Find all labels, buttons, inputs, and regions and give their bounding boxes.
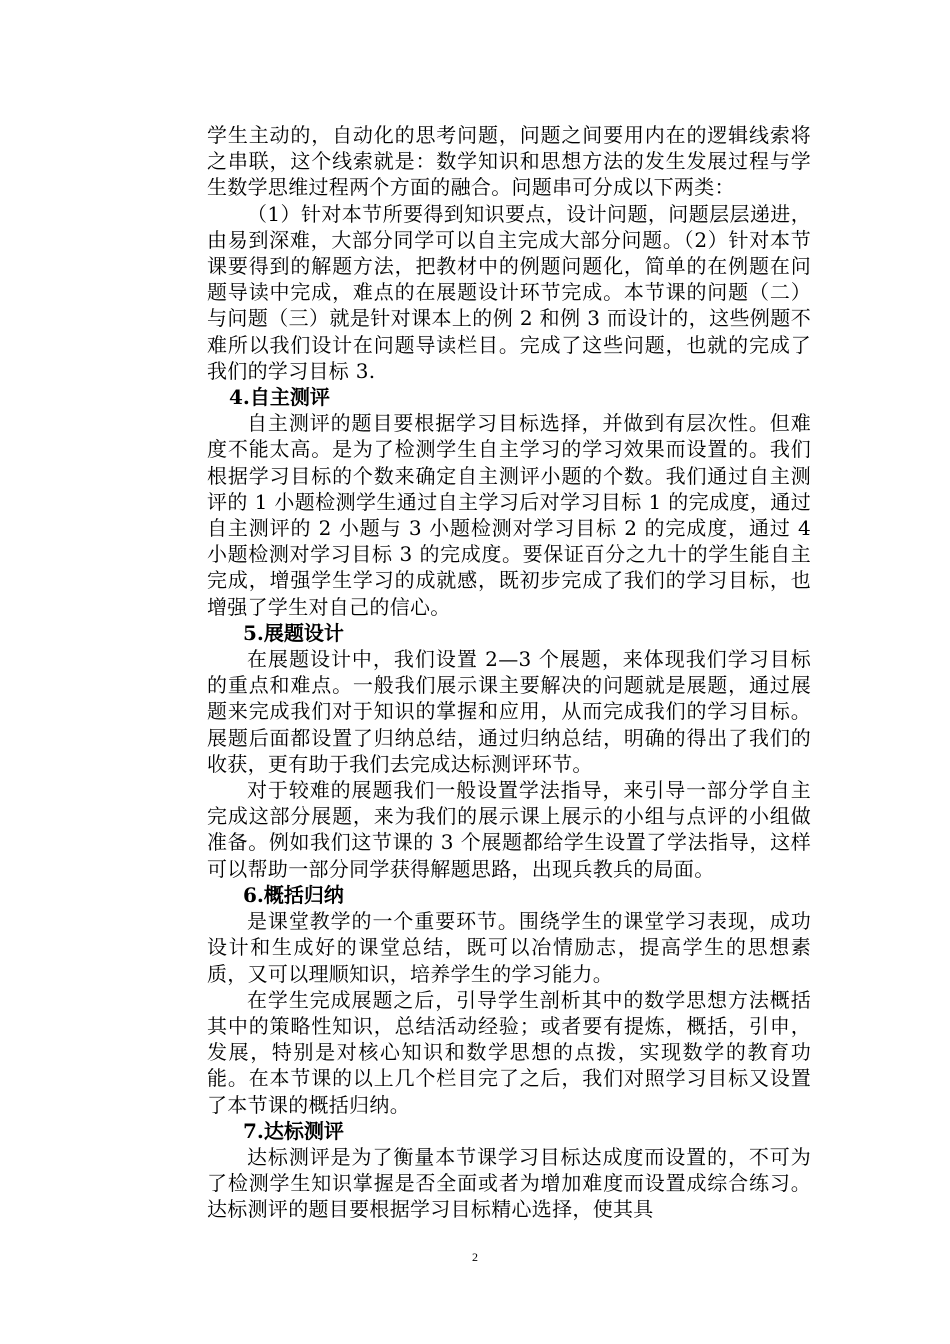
body-text xyxy=(207,122,811,1223)
paragraph-learning-guidance: 对于较难的展题我们一般设置学法指导，来引导一部分学自主完成这部分展题，来为我们的展示课上展示的小组与点评的小组做准备。例如我们这节课的 3 个展题都给学生设置了学法指导，这样可以帮助一部分同学获得解题思路，出现兵教兵的局面。 xyxy=(207,778,811,881)
page-number: 2 xyxy=(472,1250,478,1264)
paragraph-summary-importance: 是课堂教学的一个重要环节。围绕学生的课堂学习表现，成功设计和生成好的课堂总结，既可以冶情励志，提高学生的思想素质，又可以理顺知识，培养学生的学习能力。 xyxy=(207,909,811,986)
paragraph-self-assessment: 自主测评的题目要根据学习目标选择，并做到有层次性。但难度不能太高。是为了检测学生自主学习的学习效果而设置的。我们根据学习目标的个数来确定自主测评小题的个数。我们通过自主测评的 1 小题检测学生通过自主学习后对学习目标 1 的完成度，通过自主测评的 2 小题与 3 小题检测对学习目标 2 的完成度，通过 4 小题检测对学习目标 3 的完成度。要保证百分之九十的学生能自主完成，增强学生学习的成就感，既初步完成了我们的学习目标，也增强了学生对自己的信心。 xyxy=(207,411,811,619)
heading-self-assessment: 4.自主测评 xyxy=(229,385,330,410)
paragraph-summary-method: 在学生完成展题之后，引导学生剖析其中的数学思想方法概括其中的策略性知识，总结活动经验；或者要有提炼，概括，引申，发展，特别是对核心知识和数学思想的点拨，实现数学的教育功能。在本节课的以上几个栏目完了之后，我们对照学习目标又设置了本节课的概括归纳。 xyxy=(207,987,811,1117)
heading-exhibition-design: 5.展题设计 xyxy=(243,620,344,645)
paragraph-standard-assessment: 达标测评是为了衡量本节课学习目标达成度而设置的，不可为了检测学生知识掌握是否全面或者为增加难度而设置成综合练习。达标测评的题目要根据学习目标精心选择，使其具 xyxy=(207,1144,811,1222)
heading-summary: 6.概括归纳 xyxy=(243,882,344,907)
paragraph-exhibition-design: 在展题设计中，我们设置 2—3 个展题，来体现我们学习目标的重点和难点。一般我们展示课主要解决的问题就是展题，通过展题来完成我们对于知识的掌握和应用，从而完成我们的学习目标。展题后面都设置了归纳总结，通过归纳总结，明确的得出了我们的收获，更有助于我们去完成达标测评环节。 xyxy=(207,647,811,776)
heading-standard-assessment: 7.达标测评 xyxy=(243,1118,344,1143)
paragraph-question-chain-intro: 学生主动的，自动化的思考问题，问题之间要用内在的逻辑线索将之串联，这个线索就是：数学知识和思想方法的发生发展过程与学生数学思维过程两个方面的融合。问题串可分成以下两类： xyxy=(207,123,811,200)
paragraph-question-types: （1）针对本节所要得到知识要点，设计问题，问题层层递进，由易到深难，大部分同学可以自主完成大部分问题。（2）针对本节课要得到的解题方法，把教材中的例题问题化，简单的在例题在问题导读中完成，难点的在展题设计环节完成。本节课的问题（二）与问题（三）就是针对课本上的例 2 和例 3 而设计的，这些例题不难所以我们设计在问题导读栏目。完成了这些问题，也就的完成了我们的学习目标 3. xyxy=(207,201,811,383)
